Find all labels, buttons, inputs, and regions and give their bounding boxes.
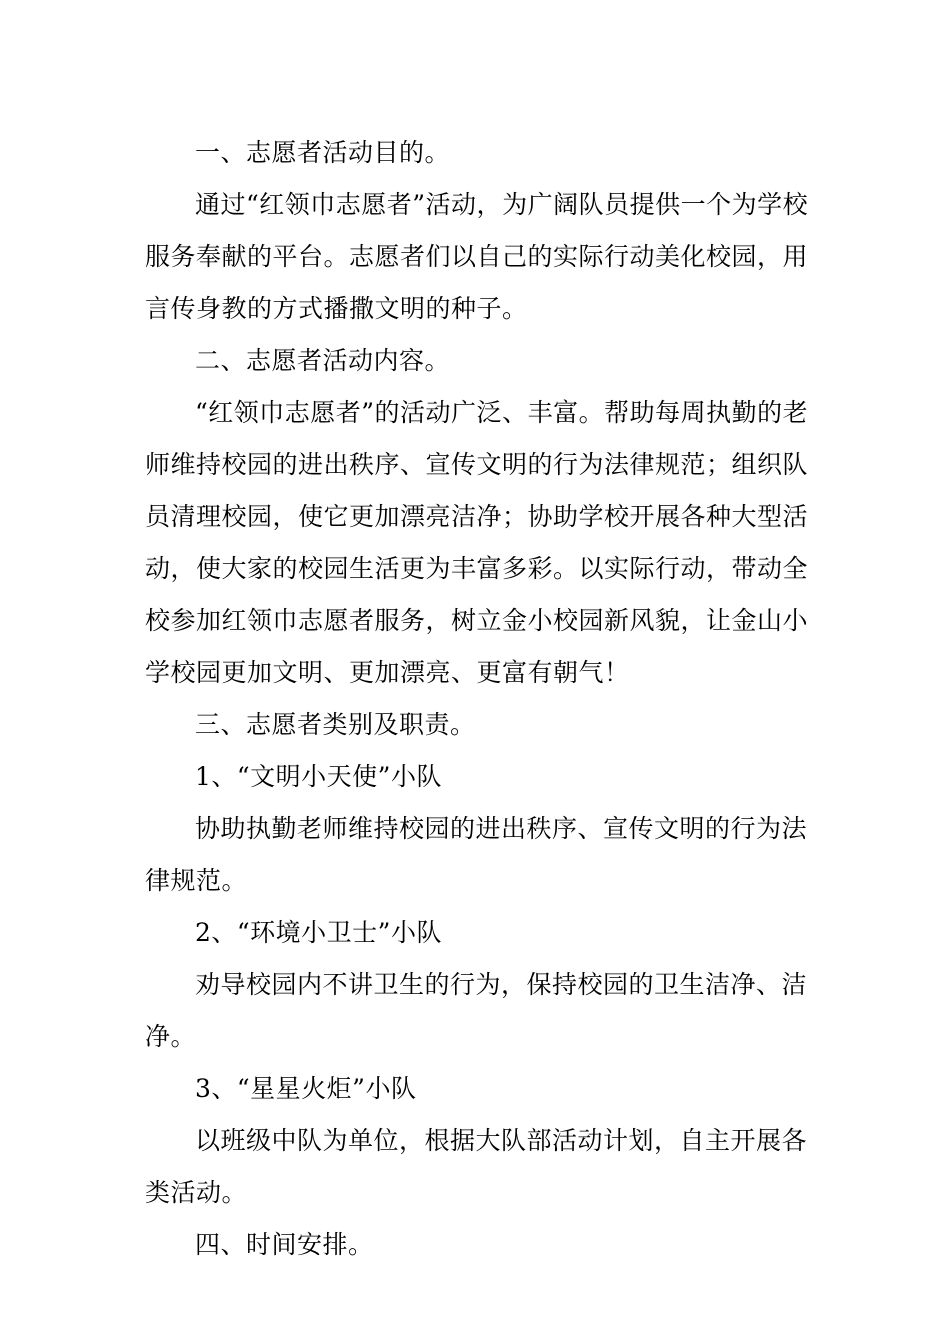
paragraph-torch-team: 以班级中队为单位，根据大队部活动计划，自主开展各类活动。 xyxy=(145,1126,808,1207)
section-heading-categories: 三、志愿者类别及职责。 xyxy=(195,710,476,739)
section-heading-schedule: 四、时间安排。 xyxy=(195,1230,374,1259)
paragraph-purpose: 通过“红领巾志愿者”活动，为广阔队员提供一个为学校服务奉献的平台。志愿者们以自己的实际行动美化校园，用言传身教的方式播撒文明的种子。 xyxy=(145,190,809,323)
section-heading-purpose: 一、志愿者活动目的。 xyxy=(195,138,451,167)
paragraph-content: “红领巾志愿者”的活动广泛、丰富。帮助每周执勤的老师维持校园的进出秩序、宣传文明的行为法律规范；组织队员清理校园，使它更加漂亮洁净；协助学校开展各种大型活动，使大家的校园生活更为丰富多彩。以实际行动，带动全校参加红领巾志愿者服务，树立金小校园新风貌，让金山小学校园更加文明、更加漂亮、更富有朝气！ xyxy=(145,398,809,687)
paragraph-civility-team: 协助执勤老师维持校园的进出秩序、宣传文明的行为法律规范。 xyxy=(145,814,808,895)
subheading-civility-team: 1、“文明小天使”小队 xyxy=(195,762,442,791)
section-heading-content: 二、志愿者活动内容。 xyxy=(195,346,451,375)
paragraph-environment-team: 劝导校园内不讲卫生的行为，保持校园的卫生洁净、洁净。 xyxy=(145,970,808,1051)
subheading-torch-team: 3、“星星火炬”小队 xyxy=(195,1074,417,1103)
subheading-environment-team: 2、“环境小卫士”小队 xyxy=(195,918,442,947)
